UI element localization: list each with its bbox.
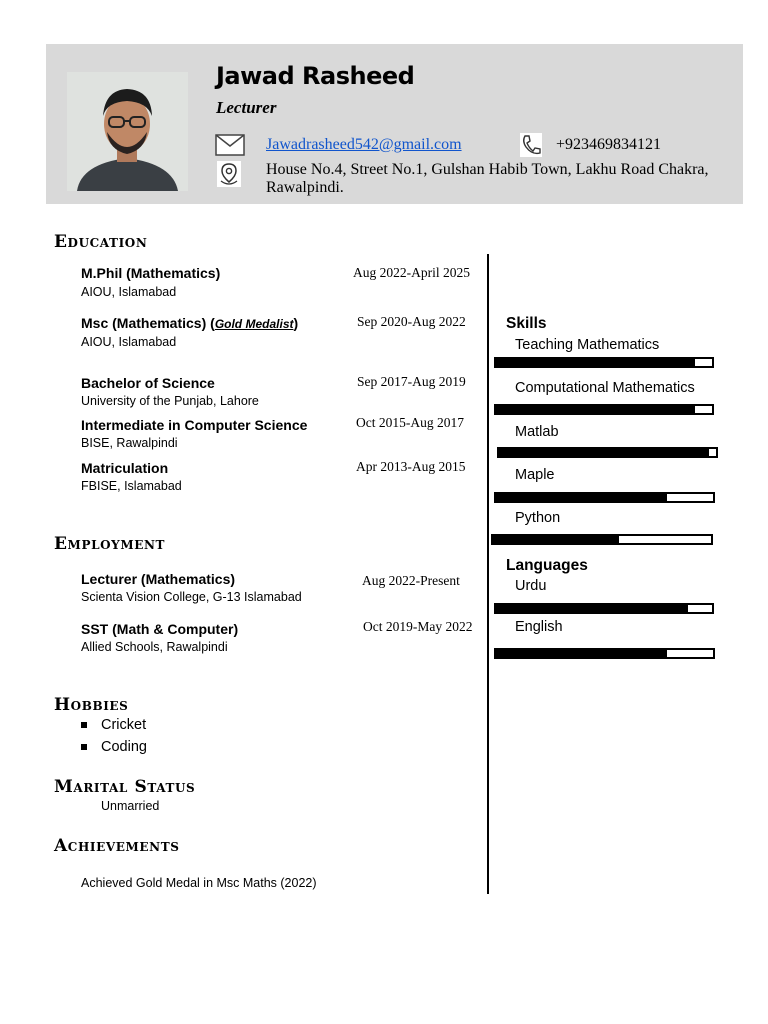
language-name: Urdu <box>515 578 547 594</box>
employment-org: Scienta Vision College, G-13 Islamabad <box>81 590 302 604</box>
education-degree: Msc (Mathematics) (Gold Medalist) <box>81 315 299 331</box>
candidate-name: Jawad Rasheed <box>216 62 415 90</box>
language-name: English <box>515 619 563 635</box>
skill-name: Teaching Mathematics <box>515 337 660 353</box>
employment-dates: Oct 2019-May 2022 <box>363 619 473 634</box>
education-degree: Bachelor of Science <box>81 375 215 391</box>
language-level-bar <box>494 603 714 614</box>
profile-photo <box>67 72 188 191</box>
language-level-fill <box>496 650 667 657</box>
gold-medalist-label: Gold Medalist <box>214 317 294 331</box>
skill-name: Maple <box>515 467 555 483</box>
hobbies-heading: Hobbies <box>54 695 129 715</box>
bullet-icon <box>81 744 87 750</box>
employment-dates: Aug 2022-Present <box>362 573 460 588</box>
education-institution: BISE, Rawalpindi <box>81 436 178 450</box>
languages-heading: Languages <box>506 557 588 574</box>
education-degree: Matriculation <box>81 460 169 476</box>
education-institution: FBISE, Islamabad <box>81 479 182 493</box>
education-dates: Sep 2020-Aug 2022 <box>357 314 466 329</box>
email-link[interactable]: Jawadrasheed542@gmail.com <box>266 136 462 153</box>
skill-level-bar <box>494 404 714 415</box>
skill-level-fill <box>496 359 695 366</box>
employment-heading: Employment <box>54 534 166 554</box>
education-degree: Intermediate in Computer Science <box>81 417 308 433</box>
bullet-icon <box>81 722 87 728</box>
education-dates: Sep 2017-Aug 2019 <box>357 374 466 389</box>
skill-name: Computational Mathematics <box>515 380 695 396</box>
education-dates: Oct 2015-Aug 2017 <box>356 415 464 430</box>
language-level-bar <box>494 648 715 659</box>
hobby-item: Cricket <box>101 717 147 733</box>
achievement-item: Achieved Gold Medal in Msc Maths (2022) <box>81 876 317 890</box>
skill-level-bar <box>497 447 718 458</box>
education-degree: M.Phil (Mathematics) <box>81 265 221 281</box>
employment-org: Allied Schools, Rawalpindi <box>81 640 228 654</box>
skill-level-bar <box>494 492 715 503</box>
education-dates: Aug 2022-April 2025 <box>353 265 470 280</box>
language-level-fill <box>496 605 688 612</box>
skill-level-bar <box>494 357 714 368</box>
skill-name: Python <box>515 510 561 526</box>
marital-status-value: Unmarried <box>101 799 160 813</box>
skill-level-fill <box>493 536 619 543</box>
phone-icon <box>520 133 542 157</box>
education-institution: University of the Punjab, Lahore <box>81 394 259 408</box>
education-institution: AIOU, Islamabad <box>81 285 177 299</box>
skill-level-bar <box>491 534 713 545</box>
skill-level-fill <box>496 494 667 501</box>
skill-level-fill <box>496 406 695 413</box>
education-heading: Education <box>54 232 148 252</box>
hobby-item: Coding <box>101 739 147 755</box>
skills-heading: Skills <box>506 315 547 332</box>
location-pin-icon <box>217 161 241 187</box>
column-divider <box>487 254 489 894</box>
skill-name: Matlab <box>515 424 559 440</box>
header-banner <box>46 44 743 204</box>
candidate-title: Lecturer <box>216 98 277 117</box>
education-dates: Apr 2013-Aug 2015 <box>356 459 466 474</box>
address-text: House No.4, Street No.1, Gulshan Habib Town, Lakhu Road Chakra, Rawalpindi. <box>266 161 709 196</box>
employment-role: Lecturer (Mathematics) <box>81 571 236 587</box>
phone-number: +923469834121 <box>556 136 662 153</box>
marital-status-heading: Marital Status <box>54 777 196 797</box>
envelope-icon <box>215 134 245 156</box>
skill-level-fill <box>499 449 709 456</box>
achievements-heading: Achievements <box>54 836 180 856</box>
education-institution: AIOU, Islamabad <box>81 335 177 349</box>
employment-role: SST (Math & Computer) <box>81 621 239 637</box>
